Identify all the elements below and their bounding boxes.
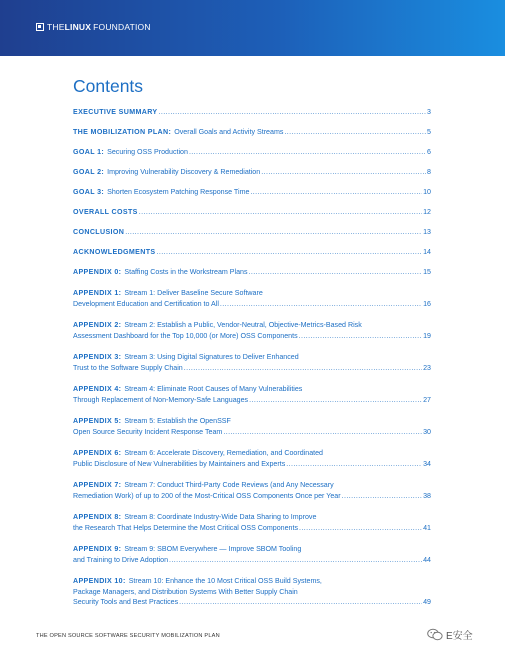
toc-label: APPENDIX 3:	[73, 353, 122, 361]
toc-page-number: 34	[423, 459, 431, 468]
toc-text: Stream 5: Establish the OpenSSF	[124, 417, 231, 425]
toc-line	[73, 427, 431, 438]
toc-label: APPENDIX 4:	[73, 385, 122, 393]
toc-leader-dots	[159, 107, 427, 118]
toc-line	[73, 395, 431, 406]
toc-page-number: 15	[423, 268, 431, 276]
header-banner	[0, 0, 505, 56]
toc-page-number: 12	[423, 208, 431, 216]
toc-text: Stream 9: SBOM Everywhere — Improve SBOM Tooling	[124, 545, 302, 553]
toc-entry[interactable]	[73, 227, 431, 238]
toc-line	[73, 448, 431, 459]
toc-page-number: 41	[423, 523, 431, 532]
toc-line	[73, 459, 431, 470]
toc-line	[73, 512, 431, 523]
toc-entry[interactable]	[73, 512, 431, 533]
toc-text: Staffing Costs in the Workstream Plans	[124, 268, 248, 276]
toc-entry[interactable]	[73, 320, 431, 341]
toc-page-number: 16	[423, 299, 431, 308]
toc-entry[interactable]	[73, 247, 431, 258]
toc-text: Stream 4: Eliminate Root Causes of Many Vulnerabilities	[124, 385, 303, 393]
toc-label: APPENDIX 6:	[73, 449, 122, 457]
toc-text: Through Replacement of Non-Memory-Safe Languages	[73, 395, 249, 404]
toc-entry[interactable]	[73, 416, 431, 437]
logo-linux: LINUX	[64, 22, 92, 32]
toc-page-number: 6	[427, 148, 431, 156]
toc-line	[73, 247, 431, 258]
toc-line	[73, 187, 431, 198]
toc-leader-dots	[299, 331, 422, 342]
toc-page-number: 19	[423, 331, 431, 340]
toc-line	[73, 147, 431, 158]
toc-text: and Training to Drive Adoption	[73, 555, 169, 564]
toc-entry[interactable]	[73, 107, 431, 118]
toc-text: Development Education and Certification to All	[73, 299, 219, 308]
toc-page-number: 10	[423, 188, 431, 196]
toc-text: Stream 3: Using Digital Signatures to Deliver Enhanced	[124, 353, 299, 361]
toc-leader-dots	[223, 427, 422, 438]
toc-label: APPENDIX 5:	[73, 417, 122, 425]
toc-line	[73, 167, 431, 178]
toc-page-number: 8	[427, 168, 431, 176]
toc-line	[73, 544, 431, 555]
toc-text: Shorten Ecosystem Patching Response Time	[107, 188, 250, 196]
linux-foundation-logo	[36, 22, 151, 32]
toc-page-number: 38	[423, 491, 431, 500]
toc-entry[interactable]	[73, 147, 431, 158]
toc-leader-dots	[139, 207, 422, 218]
toc-text: Public Disclosure of New Vulnerabilities by Maintainers and Experts	[73, 459, 286, 468]
toc-label: APPENDIX 1:	[73, 289, 122, 297]
toc-label: APPENDIX 7:	[73, 481, 122, 489]
toc-line	[73, 288, 431, 299]
toc-line	[73, 331, 431, 342]
toc-leader-dots	[125, 227, 422, 238]
toc-label: APPENDIX 8:	[73, 513, 122, 521]
toc-line	[73, 576, 431, 587]
toc-leader-dots	[250, 187, 422, 198]
toc-leader-dots	[299, 523, 422, 534]
toc-line	[73, 299, 431, 310]
toc-line	[73, 127, 431, 138]
toc-line	[73, 416, 431, 427]
toc-line	[73, 491, 431, 502]
toc-label: APPENDIX 9:	[73, 545, 122, 553]
toc-line	[73, 384, 431, 395]
toc-leader-dots	[261, 167, 426, 178]
toc-page-number: 13	[423, 228, 431, 236]
toc-leader-dots	[157, 247, 423, 258]
toc-label: GOAL 2:	[73, 168, 105, 176]
toc-label: OVERALL COSTS	[73, 208, 138, 216]
toc-entry[interactable]	[73, 267, 431, 278]
toc-page-number: 5	[427, 128, 431, 136]
toc-text: Open Source Security Incident Response Team	[73, 427, 223, 436]
toc-text: Securing OSS Production	[107, 148, 188, 156]
toc-line	[73, 207, 431, 218]
toc-line	[73, 320, 431, 331]
toc-line	[73, 267, 431, 278]
toc-leader-dots	[249, 267, 423, 278]
toc-entry[interactable]	[73, 167, 431, 178]
linux-foundation-icon	[36, 23, 44, 31]
toc-line	[73, 587, 431, 598]
wechat-icon	[427, 628, 443, 641]
toc-text: Assessment Dashboard for the Top 10,000 (or More) OSS Components	[73, 331, 298, 340]
toc-text: Stream 8: Coordinate Industry-Wide Data Sharing to Improve	[124, 513, 317, 521]
toc-text: Trust to the Software Supply Chain	[73, 363, 183, 372]
toc-entry[interactable]	[73, 127, 431, 138]
toc-leader-dots	[286, 459, 422, 470]
toc-page-number: 14	[423, 248, 431, 256]
toc-text: the Research That Helps Determine the Most Critical OSS Components	[73, 523, 298, 532]
toc-text: Stream 10: Enhance the 10 Most Critical OSS Build Systems,	[128, 577, 322, 585]
toc-page-number: 49	[423, 598, 431, 606]
toc-text: Stream 7: Conduct Third-Party Code Reviews (and Any Necessary	[124, 481, 334, 489]
toc-leader-dots	[284, 127, 426, 138]
toc-label: EXECUTIVE SUMMARY	[73, 108, 158, 116]
toc-text: Security Tools and Best Practices	[73, 598, 179, 606]
toc-leader-dots	[189, 147, 426, 158]
toc-text: Improving Vulnerability Discovery & Remediation	[107, 168, 261, 176]
toc-line	[73, 480, 431, 491]
page-title: Contents	[73, 76, 144, 96]
toc-line	[73, 523, 431, 534]
logo-the: THE	[47, 22, 65, 32]
toc-page-number: 44	[423, 555, 431, 564]
toc-line	[73, 363, 431, 374]
toc-entry[interactable]	[73, 207, 431, 218]
logo-foundation: FOUNDATION	[93, 22, 151, 32]
toc-text: Stream 6: Accelerate Discovery, Remediation, and Coordinated	[124, 449, 323, 457]
toc-entry[interactable]	[73, 352, 431, 373]
page-footer: THE OPEN SOURCE SOFTWARE SECURITY MOBILIZATION PLAN	[36, 633, 220, 639]
toc-entry[interactable]	[73, 384, 431, 405]
toc-label: THE MOBILIZATION PLAN:	[73, 128, 172, 136]
toc-entry[interactable]	[73, 544, 431, 565]
toc-label: GOAL 3:	[73, 188, 105, 196]
toc-label: ACKNOWLEDGMENTS	[73, 248, 156, 256]
toc-label: APPENDIX 2:	[73, 321, 122, 329]
toc-text: Package Managers, and Distribution Systems With Better Supply Chain	[73, 587, 298, 596]
toc-entry[interactable]	[73, 187, 431, 198]
toc-line	[73, 107, 431, 118]
toc-entry[interactable]	[73, 288, 431, 309]
toc-text: Remediation Work) of up to 200 of the Most-Critical OSS Components Once per Year	[73, 491, 341, 500]
watermark-text: E安全	[446, 631, 473, 642]
toc-leader-dots	[342, 491, 423, 502]
toc-leader-dots	[249, 395, 422, 406]
toc-line	[73, 227, 431, 238]
toc-leader-dots	[169, 555, 422, 566]
toc-text: Stream 2: Establish a Public, Vendor-Neutral, Objective-Metrics-Based Risk	[124, 321, 362, 329]
toc-line	[73, 597, 431, 608]
toc-page-number: 23	[423, 363, 431, 372]
toc-page-number: 3	[427, 108, 431, 116]
toc-text: Overall Goals and Activity Streams	[174, 128, 284, 136]
toc-leader-dots	[184, 363, 422, 374]
toc-line	[73, 555, 431, 566]
toc-leader-dots	[220, 299, 422, 310]
toc-page-number: 27	[423, 395, 431, 404]
toc-entry[interactable]	[73, 480, 431, 501]
toc-label: CONCLUSION	[73, 228, 125, 236]
toc-label: GOAL 1:	[73, 148, 105, 156]
watermark	[427, 627, 473, 642]
toc-label: APPENDIX 0:	[73, 268, 122, 276]
toc-page-number: 30	[423, 427, 431, 436]
toc-line	[73, 352, 431, 363]
toc-entry[interactable]	[73, 576, 431, 608]
toc-label: APPENDIX 10:	[73, 577, 126, 585]
toc-leader-dots	[179, 597, 422, 608]
toc-text: Stream 1: Deliver Baseline Secure Software	[124, 289, 263, 297]
toc-entry[interactable]	[73, 448, 431, 469]
